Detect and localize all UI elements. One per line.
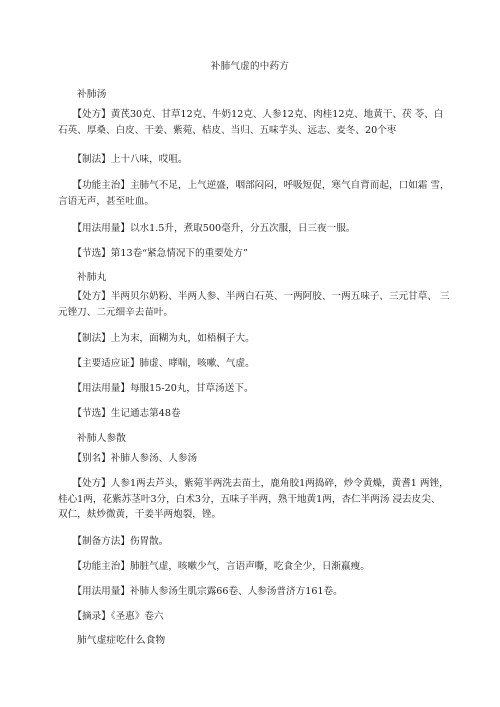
paragraph-preparation: 【制备方法】伤胃散。 [58,536,169,547]
paragraph-indications: 【功能主治】肺脏气虚，咳嗽少气，言语声嘶，吃食全少，日渐羸瘦。 [58,561,370,572]
paragraph-indications: 【主要适应证】肺虚、哮喘，咳嗽、气虚。 [58,358,255,369]
paragraph-preparation: 【制法】上十八味，哎咀。 [58,154,188,165]
paragraph-alias: 【别名】补肺人参汤、人参汤 [58,453,198,464]
paragraph-prescription: 【处方】黄芪30克、甘草12克、牛奶12克、人参12克、肉桂12克、地黄干、茯 苓、白石英、厚桑、白皮、干姜、紫菀、桔皮、当归、五味芋头、远志、麦冬、20个枣 [58,109,444,136]
section-heading: 补肺丸 [77,272,107,283]
paragraph-dosage: 【用法用量】以水1.5升，煮取500毫升，分五次服，日三夜一服。 [58,223,356,234]
paragraph-dosage: 【用法用量】每服15-20丸，甘草汤送下。 [58,383,254,394]
paragraph-prescription: 【处方】半两贝尔奶粉、半两人参、半两白石英、一两阿胶、一两五味子、三元甘草、 三元锉刀、二元细辛去苗叶。 [58,291,450,318]
paragraph-prescription: 【处方】人参1两去芦头，紫菀半两洗去苗土，鹿角胶1两捣碎，炒令黄燥，黄耆1 两锉，桂心1两，花紫苏茎叶3分，白术3分，五味子半两，熟干地黄1两，杏仁半两汤 浸去皮尖、双仁，麸炒微黄，干姜半两炮裂，锉。 [58,478,449,520]
paragraph-preparation: 【制法】上为末，面糊为丸，如梧桐子大。 [58,333,255,344]
paragraph-indications: 【功能主治】主肺气不足，上气逆盛，咽部闷闷，呼吸短促，寒气自背而起，口如霜 雪，言语无声，甚至吐血。 [58,180,450,207]
section-heading: 补肺人参散 [77,433,126,444]
paragraph-source: 【摘录】《圣惠》卷六 [58,611,164,622]
paragraph-excerpt: 【节选】生记通志第48卷 [58,408,181,419]
paragraph-dosage: 【用法用量】补肺人参汤生肌宗露66卷、人参汤普济方161卷。 [58,586,343,597]
section-heading: 肺气虚症吃什么食物 [77,635,166,646]
page-title: 补肺气虚的中药方 [210,61,290,72]
section-heading: 补肺汤 [77,89,107,100]
paragraph-excerpt: 【节选】第13卷“紧急情况下的重要处方” [58,248,248,259]
